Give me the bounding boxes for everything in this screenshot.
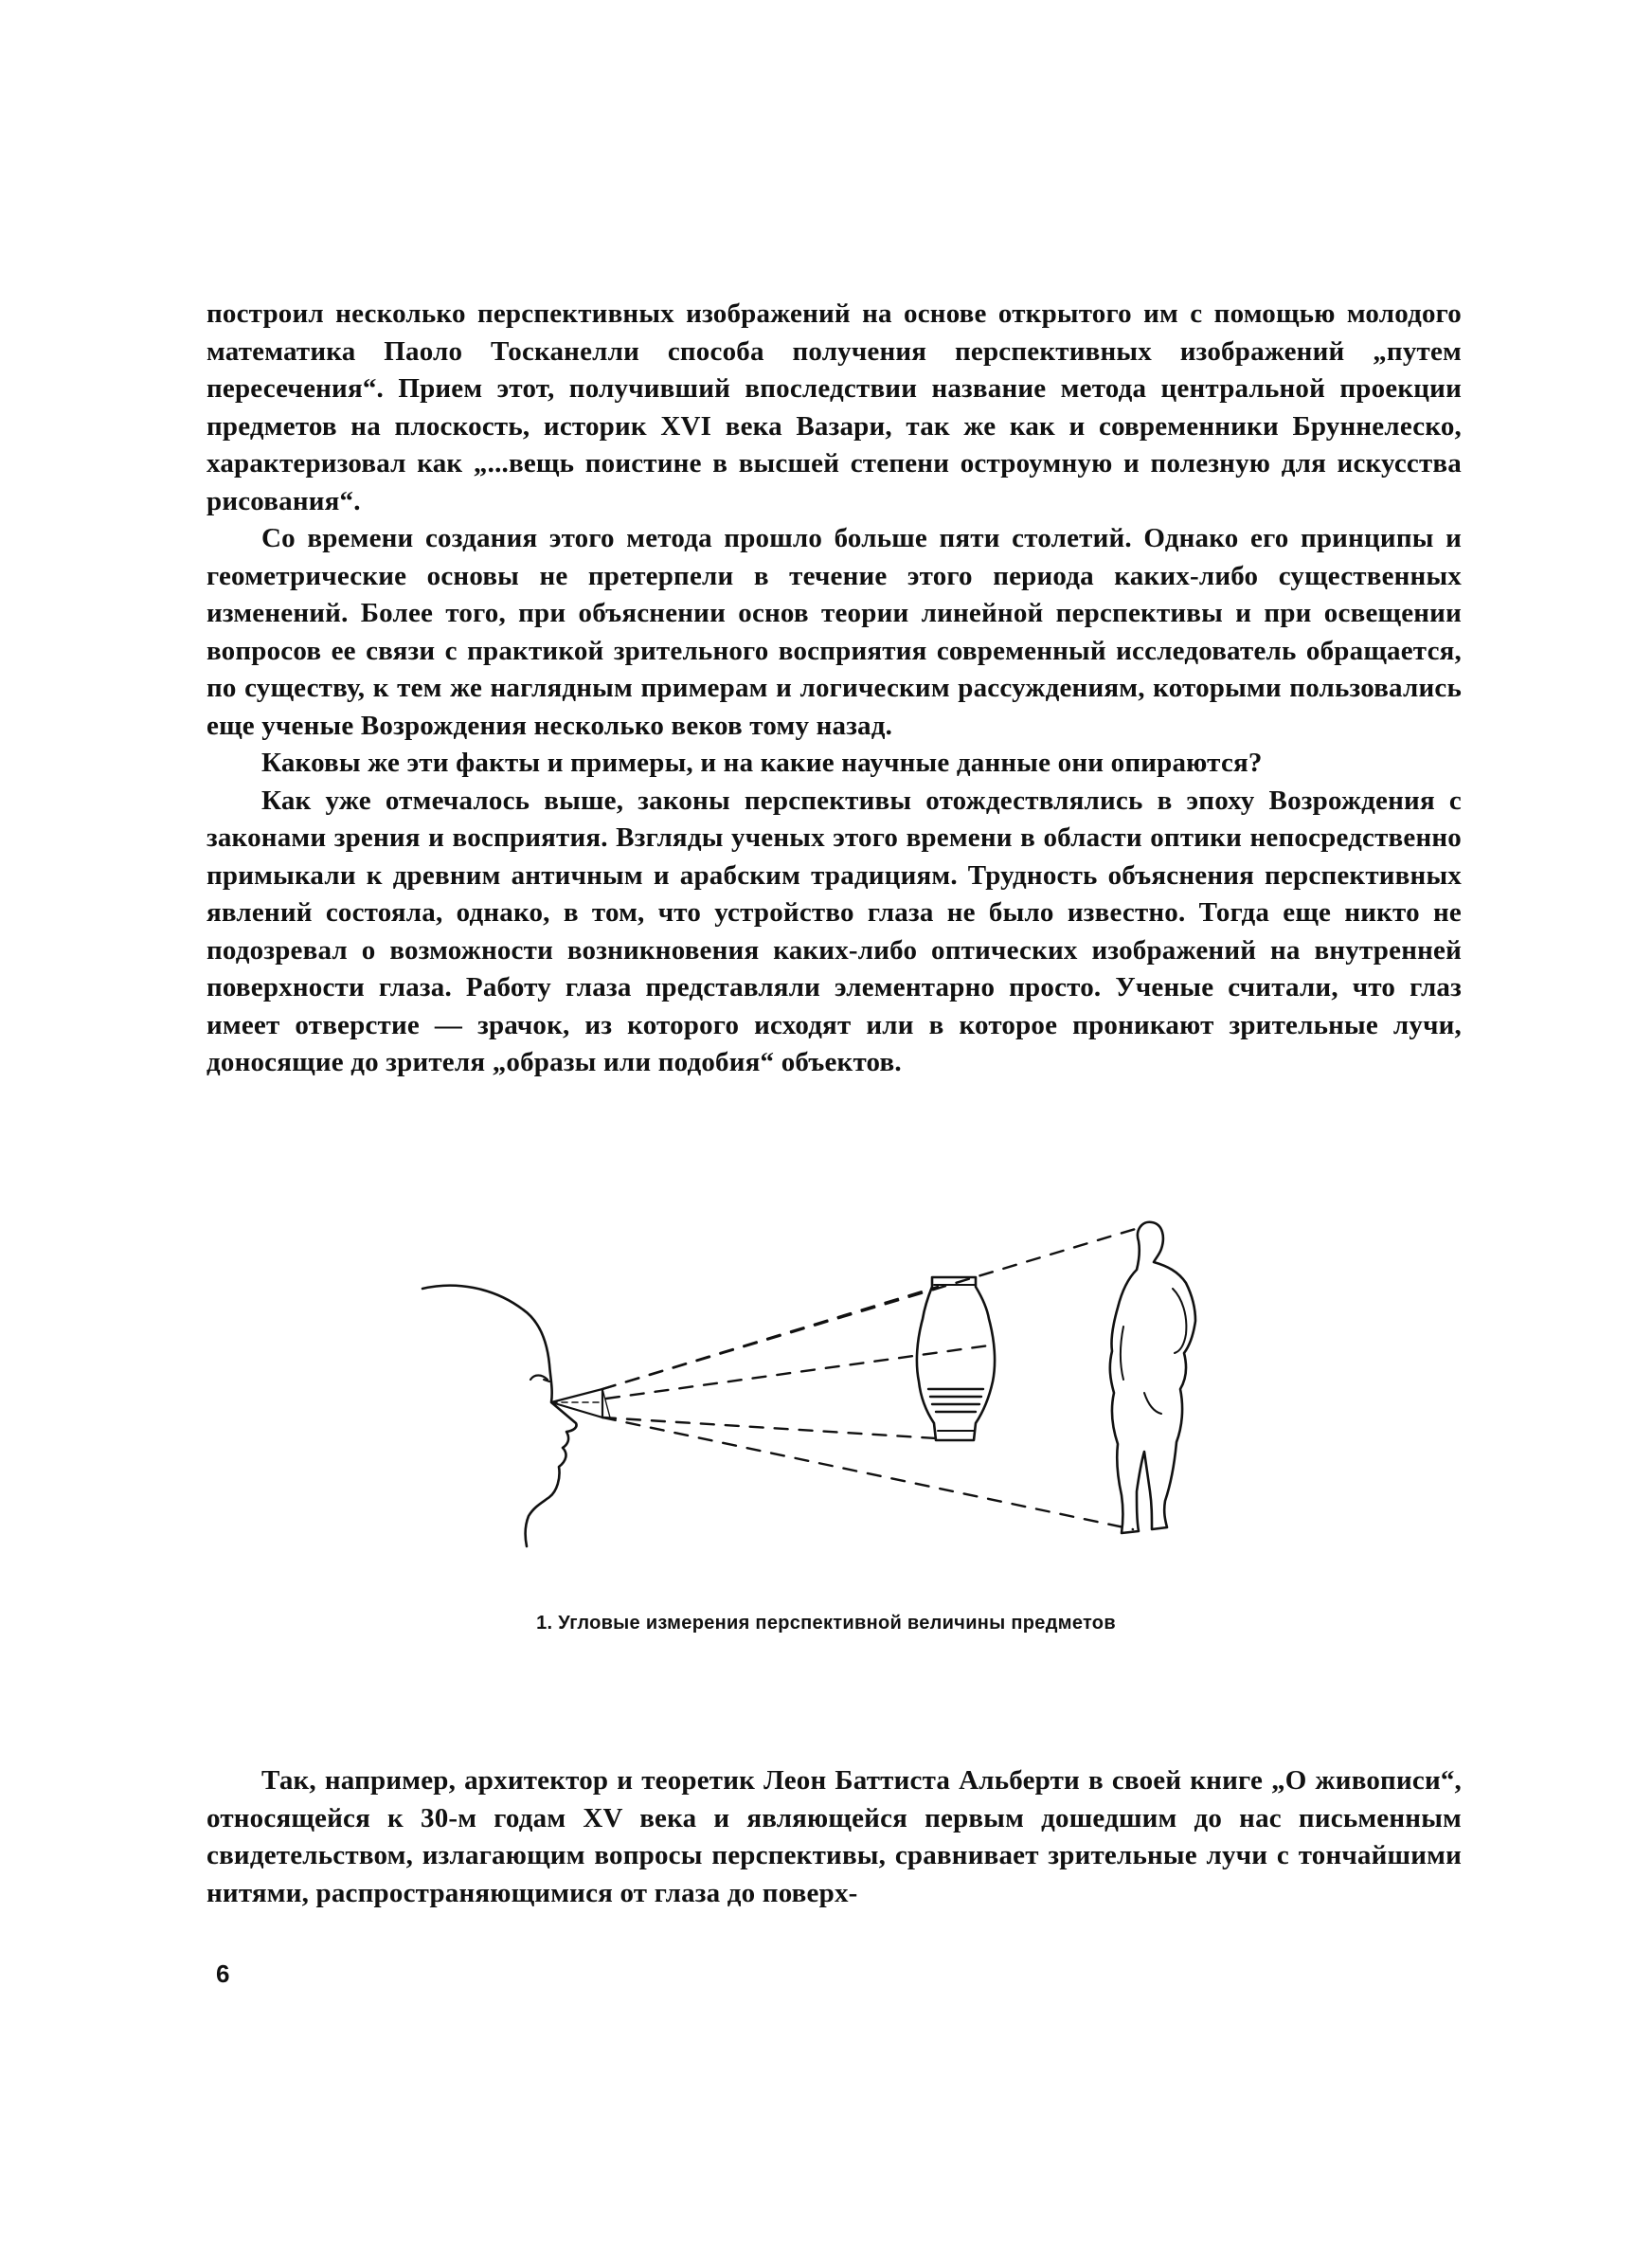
paragraph: Как уже отмечалось выше, законы перспективы отождествлялись в эпоху Возрождения с законами зрения и восприятия. Взгляды ученых этого времени в области оптики непосредственно примыкали к древним античным и арабским традициям. Трудность объяснения перспективных явлений состояла, однако, в том, что устройство глаза не было известно. Тогда еще никто не подозревал о возможности возникновения каких-либо оптических изображений на внутренней поверхности глаза. Работу глаза представляли элементарно просто. Ученые считали, что глаз имеет отверстие — зрачок, из которого исходят или в которое проникают зрительные лучи, доносящие до зрителя „образы или подобия“ объектов. (206, 785, 1462, 1077)
paragraph: Каковы же эти факты и примеры, и на какие научные данные они опираются? (261, 748, 1263, 778)
paragraph: построил несколько перспективных изображений на основе открытого им с помощью молодого математика Паоло Тосканелли способа получения перспективных изображений „путем пересечения“. Прием этот, получивший впоследствии название метода центральной проекции предметов на плоскость, историк XVI века Вазари, так же как и современники Бруннелеско, характеризовал как „...вещь поистине в высшей степени остроумную и полезную для искусства рисования“. (206, 298, 1462, 516)
view-cone (551, 1389, 602, 1417)
paragraph: Так, например, архитектор и теоретик Леон Баттиста Альберти в своей книге „О живописи“, относящейся к 30-м годам XV века и являющейся первым дошедшим до нас письменным свидетельством, излагающим вопросы перспективы, сравнивает зрительные лучи с тончайшими нитями, распространяющимися от глаза до поверх- (206, 1765, 1462, 1908)
sight-lines (602, 1228, 1139, 1529)
figure-caption: 1. Угловые измерения перспективной величины предметов (536, 1613, 1116, 1634)
profile-head (422, 1286, 577, 1546)
eye (530, 1376, 548, 1381)
figure-perspective-illustration (417, 1203, 1307, 1582)
body-text-bottom (206, 1762, 1462, 1912)
page-number: 6 (216, 1959, 230, 1988)
figure-drawing (417, 1203, 1307, 1582)
paragraph: Со времени создания этого метода прошло больше пяти столетий. Однако его принципы и геометрические основы не претерпели в течение этого периода каких-либо существенных изменений. Более того, при объяснении основ теории линейной перспективы и при освещении вопросов ее связи с практикой зрительного восприятия современный исследователь обращается, по существу, к тем же наглядным примерам и логическим рассуждениям, которыми пользовались еще ученые Возрождения несколько веков тому назад. (206, 523, 1462, 741)
vase (917, 1277, 995, 1440)
body-text-top (206, 296, 1462, 1082)
